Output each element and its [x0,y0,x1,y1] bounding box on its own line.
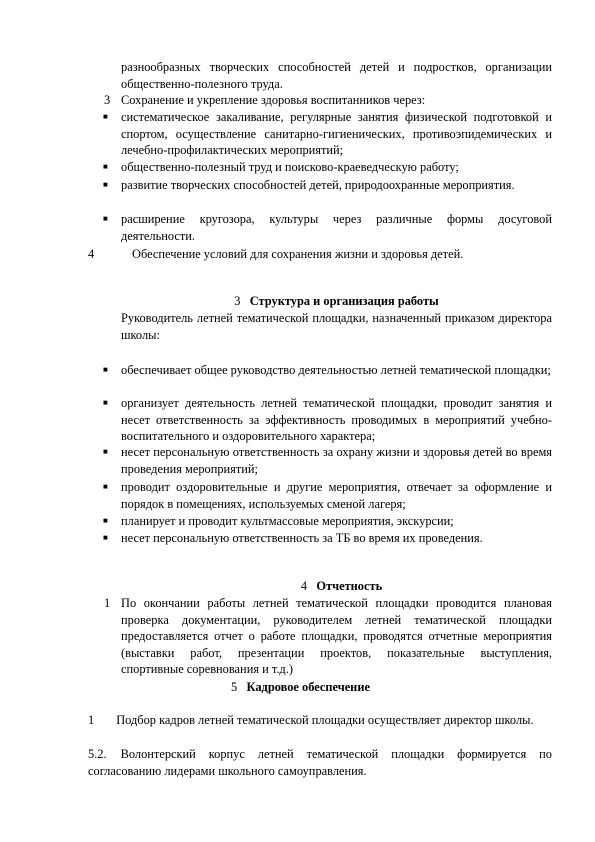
list-item: развитие творческих способностей детей, природоохранные мероприятия. [121,178,515,192]
list-item: проводит оздоровительные и другие мероприятия, отвечает за оформление и порядок в помещениях, используемых сменой лагеря; [121,480,552,511]
goal-text: Сохранение и укрепление здоровья воспитанников через: [121,93,426,107]
item-number: 5.2. [88,747,107,761]
item-text: Волонтерский корпус летней тематической площадки формируется по согласованию лидерами школьного самоуправления. [88,747,552,778]
section-heading-text: Кадровое обеспечение [246,680,370,694]
list-item: расширение кругозора, культуры через различные формы досуговой деятельности. [121,212,552,243]
section-heading [121,578,552,595]
staff-item-1 [88,712,552,729]
list-item: несет персональную ответственность за охрану жизни и здоровья детей во время проведения мероприятий; [121,445,552,476]
section-heading [121,293,552,310]
list-item: несет персональную ответственность за ТБ во время их проведения. [121,531,483,545]
section-heading [60,679,541,696]
report-text: По окончании работы летней тематической площадки проводится плановая проверка документации, руководителем летней тематической площадки предоставляется отчет о работе площадки, проводятся отчетные мероприятия (выставки работ, презентации проектов, показательные выступления, спортивные соревнования и т.д.) [121,596,552,676]
bullet-icon: ■ [103,112,108,121]
bullet-icon: ■ [103,180,108,189]
section-intro: Руководитель летней тематической площадки, назначенный приказом директора школы: [121,311,552,342]
bullet-icon: ■ [103,214,108,223]
bullet-icon: ■ [103,482,108,491]
goals-continuation: разнообразных творческих способностей детей и подростков, организации общественно-полезного труда. [121,60,552,91]
bullet-icon: ■ [103,533,108,542]
bullet-icon: ■ [103,365,108,374]
goal-text: Обеспечение условий для сохранения жизни и здоровья детей. [132,247,464,261]
item-text: Подбор кадров летней тематической площадки осуществляет директор школы. [116,713,534,727]
staff-item-2 [88,746,552,779]
goal-number: 4 [88,247,95,261]
section-heading-text: Структура и организация работы [249,294,439,308]
bullet-icon: ■ [103,447,108,456]
bullet-icon: ■ [103,516,108,525]
goal-number: 3 [104,93,111,107]
list-item: планирует и проводит культмассовые мероприятия, экскурсии; [121,514,454,528]
section-heading-text: Отчетность [316,579,383,593]
item-number: 1 [104,596,111,610]
section-heading-number: 3 [234,294,241,308]
bullet-icon: ■ [103,398,108,407]
item-number: 1 [88,713,95,727]
section-heading-number: 4 [300,579,308,593]
bullet-icon: ■ [103,162,108,171]
list-item: обеспечивает общее руководство деятельностью летней тематической площадки; [121,363,551,377]
list-item: систематическое закаливание, регулярные занятия физической подготовкой и спортом, осуществление санитарно-гигиенических, противоэпидемических и лечебно-профилактических мероприятий; [121,110,552,157]
list-item: общественно-полезный труд и поисково-краеведческую работу; [121,160,459,174]
list-item: организует деятельность летней тематической площадки, проводит занятия и несет ответственность за эффективность проводимых в мероприятий учебно-воспитательного и оздоровительного характера; [121,396,552,443]
section-heading-number: 5 [231,680,238,694]
